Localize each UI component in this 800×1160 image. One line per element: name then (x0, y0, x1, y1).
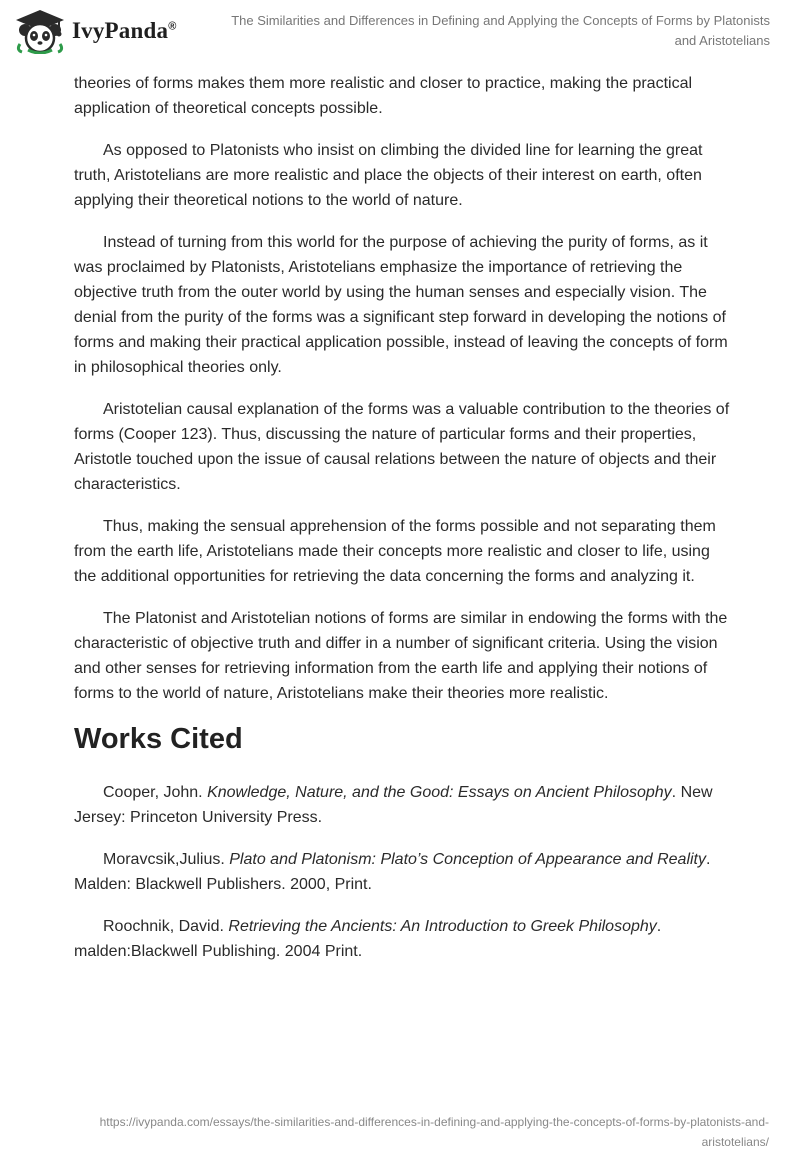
paragraph-6: The Platonist and Aristotelian notions of forms are similar in endowing the forms with the characteristic of objective truth and differ in a number of significant criteria. Using the vision and other senses for retrieving information from the earth life and applying their notions of forms to the world of nature, Aristotelians make their theories more realistic. (74, 610, 728, 702)
paragraph-4: Aristotelian causal explanation of the forms was a valuable contribution to the theories of forms (Cooper 123). Thus, discussing the nature of particular forms and their properties, Aristotle touched upon the issue of causal relations between the nature of objects and their characteristics. (74, 401, 730, 493)
document-title: The Similarities and Differences in Defining and Applying the Concepts of Forms by Platonists and Aristotelians (231, 13, 770, 48)
citation-cooper: Cooper, John. Knowledge, Nature, and the Good: Essays on Ancient Philosophy. New Jersey: Princeton University Press. (74, 784, 713, 826)
paragraph-3: Instead of turning from this world for the purpose of achieving the purity of forms, as it was proclaimed by Platonists, Aristotelians emphasize the importance of retrieving the objective truth from the outer world by using the human senses and especially vision. The denial from the purity of the forms was a significant step forward in developing the notions of forms and making their practical application possible, instead of leaving the concepts of form in philosophical theories only. (74, 234, 728, 376)
works-cited-heading: Works Cited (74, 723, 243, 755)
paragraph-1: theories of forms makes them more realistic and closer to practice, making the practical application of theoretical concepts possible. (74, 75, 693, 117)
citation-roochnik: Roochnik, David. Retrieving the Ancients: An Introduction to Greek Philosophy. malden:Blackwell Publishing. 2004 Print. (74, 918, 662, 960)
logo-text: IvyPanda® (72, 18, 177, 43)
source-url-link[interactable]: https://ivypanda.com/essays/the-similarities-and-differences-in-defining-and-applying-the-concepts-of-forms-by-platonists-and-aristotelians/ (99, 1115, 769, 1149)
paragraph-5: Thus, making the sensual apprehension of the forms possible and not separating them from the earth life, Aristotelians made their concepts more realistic and closer to life, using the additional opportunities for retrieving the data concerning the forms and analyzing it. (74, 518, 716, 585)
page-header (0, 0, 800, 62)
panda-graduate-icon (14, 8, 66, 54)
paragraph-2: As opposed to Platonists who insist on climbing the divided line for learning the great truth, Aristotelians are more realistic and place the objects of their interest on earth, often applying their theoretical notions to the world of nature. (74, 142, 703, 209)
ivypanda-logo-link[interactable] (14, 8, 177, 54)
article-body (74, 71, 730, 981)
citation-moravcsik: Moravcsik,Julius. Plato and Platonism: Plato’s Conception of Appearance and Reality. Malden: Blackwell Publishers. 2000, Print. (74, 851, 711, 893)
